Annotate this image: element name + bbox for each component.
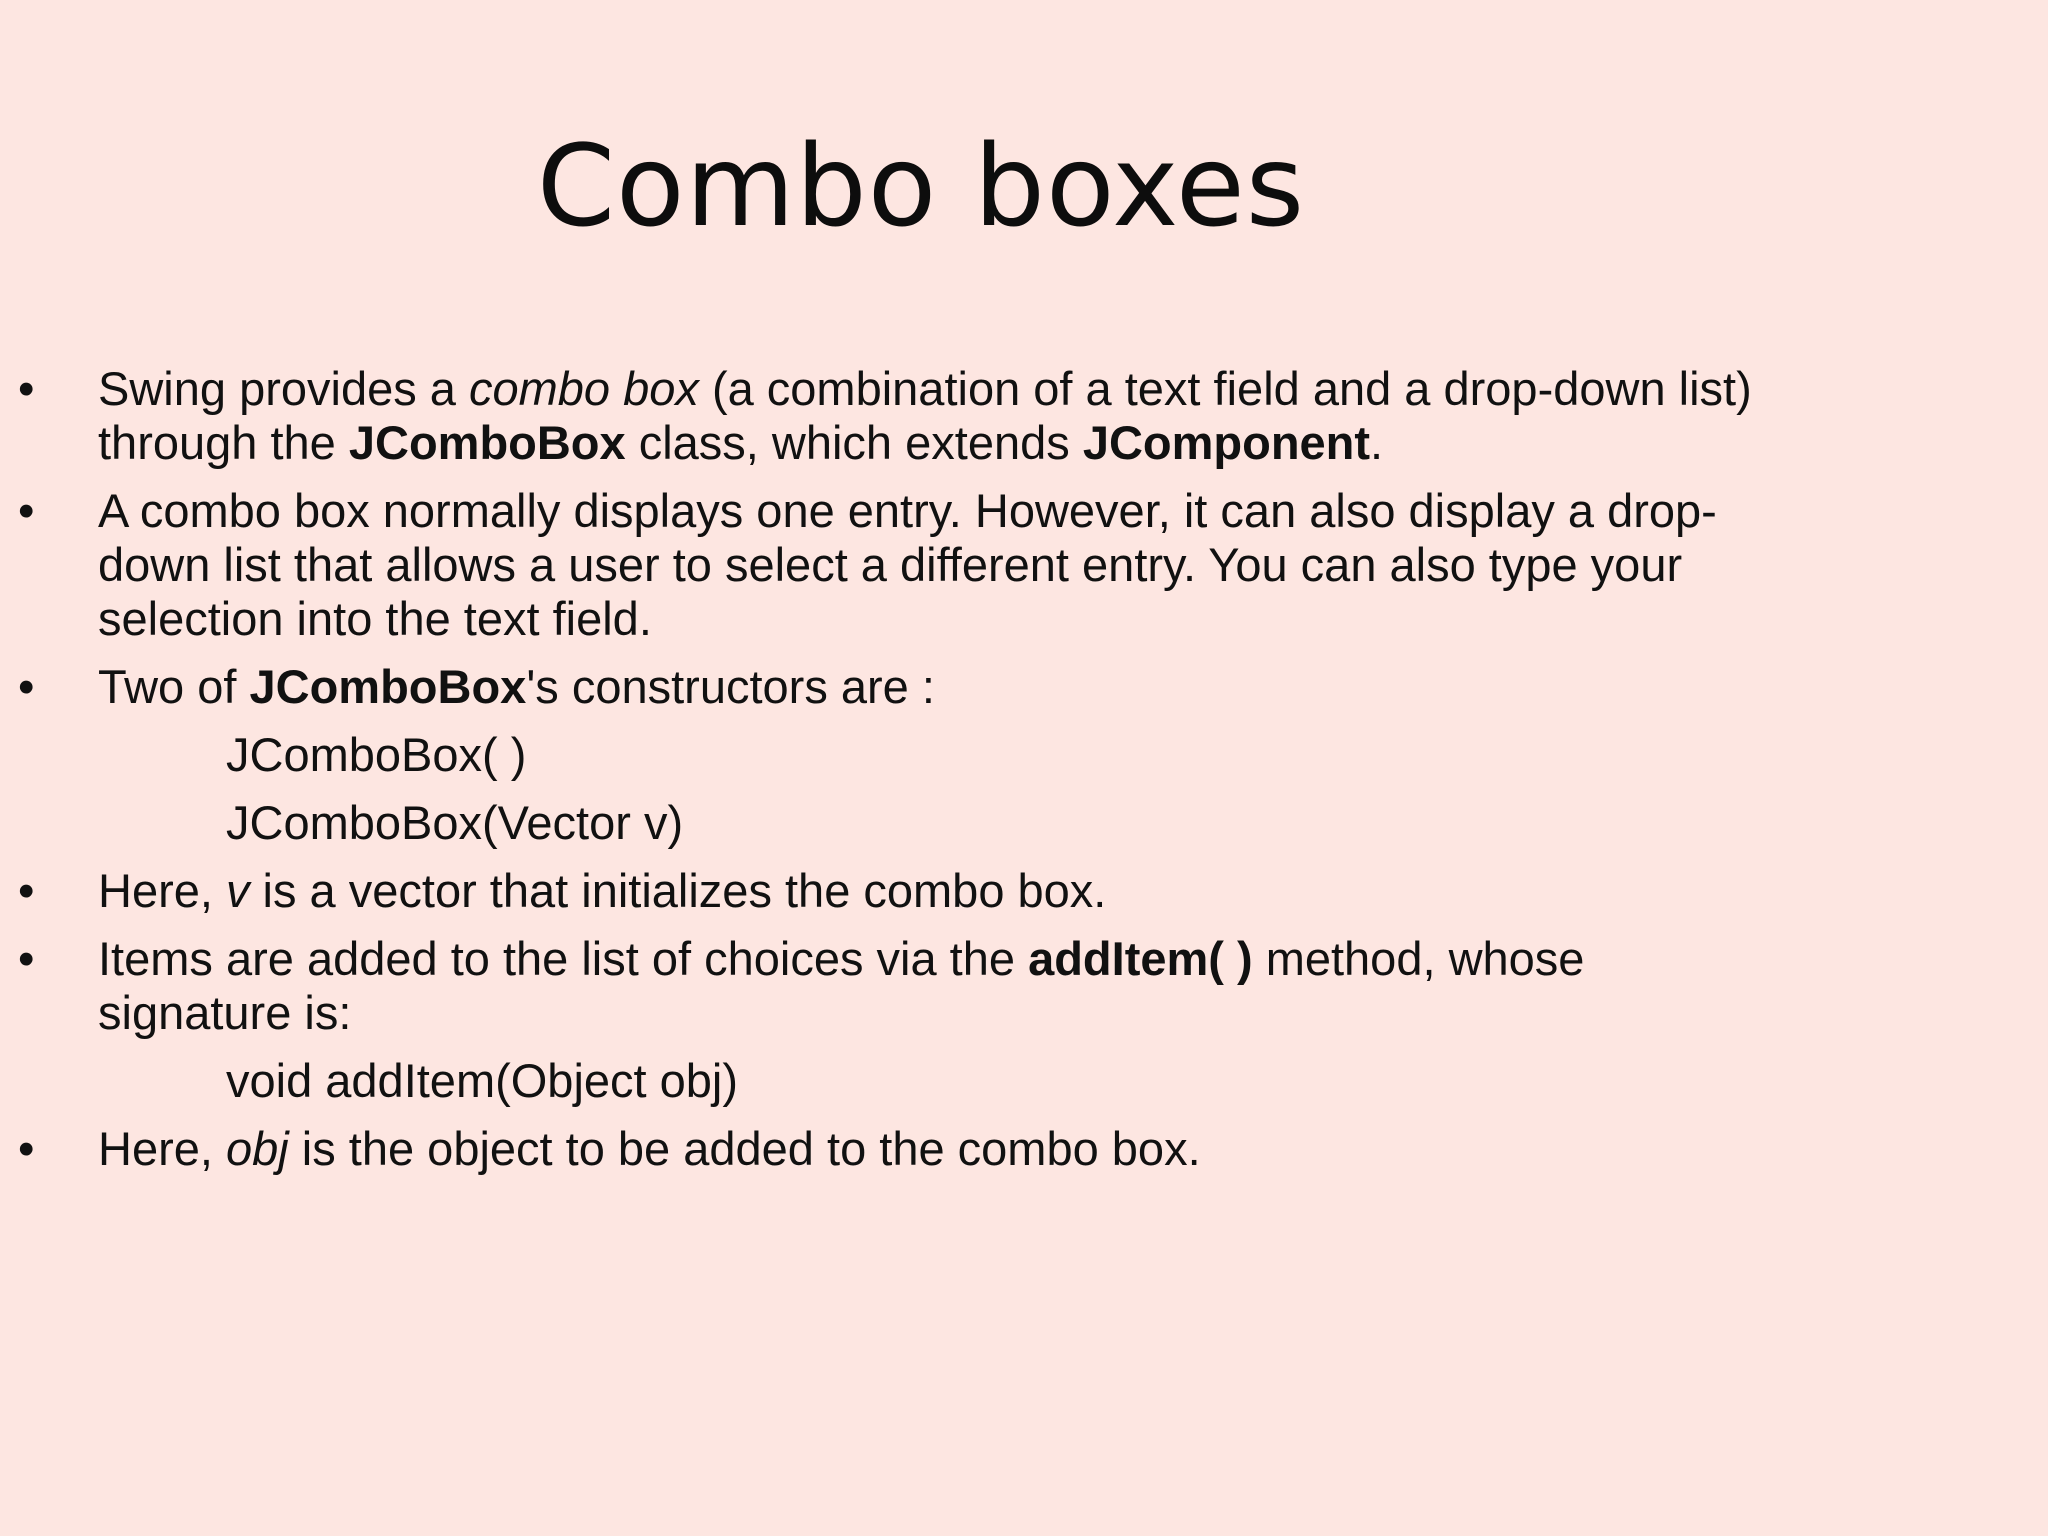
bullet-item	[0, 932, 2048, 1040]
bullet-item	[0, 1122, 2048, 1176]
text-run: 's constructors are :	[526, 660, 935, 713]
bullet-dot-icon: •	[18, 660, 35, 713]
bold-class-name: JComboBox	[249, 660, 527, 713]
bullet-dot-icon: •	[18, 1122, 35, 1175]
text-run: Swing provides a	[98, 362, 469, 415]
bullet-item	[0, 864, 2048, 918]
bullet-text	[98, 864, 1106, 917]
text-run: Two of	[98, 660, 250, 713]
bullet-dot-icon: •	[18, 484, 35, 537]
bold-class-name: JComponent	[1082, 416, 1371, 469]
text-run: method, whose signature is:	[98, 932, 1585, 1039]
bullet-item	[0, 484, 2048, 646]
text-run: Here,	[98, 864, 226, 917]
bullet-text	[98, 932, 1584, 1039]
bullet-dot-icon: •	[18, 362, 35, 415]
bullet-text	[98, 660, 935, 713]
bullet-text	[98, 362, 1752, 469]
bold-class-name: JComboBox	[348, 416, 626, 469]
text-run: (a combination of a text field and a drop-down list) through the	[98, 362, 1752, 469]
italic-term: obj	[226, 1122, 289, 1175]
bullet-dot-icon: •	[18, 932, 35, 985]
code-line: void addItem(Object obj)	[226, 1054, 739, 1107]
bullet-item	[0, 362, 2048, 470]
slide-body	[0, 362, 2048, 1190]
code-line: JComboBox( )	[226, 728, 527, 781]
bullet-text	[98, 1122, 1201, 1175]
text-run: is a vector that initializes the combo box.	[249, 864, 1107, 917]
italic-term: combo box	[468, 362, 699, 415]
text-run: class, which extends	[625, 416, 1083, 469]
text-run: is the object to be added to the combo box.	[288, 1122, 1201, 1175]
text-run: Here,	[98, 1122, 226, 1175]
text-run: Items are added to the list of choices via the	[98, 932, 1029, 985]
text-run: .	[1370, 416, 1384, 469]
bullet-text: A combo box normally displays one entry. However, it can also display a drop-down list that allows a user to select a different entry. You can also type your selection into the text field.	[98, 484, 1717, 645]
bullet-item	[0, 660, 2048, 714]
code-line: JComboBox(Vector v)	[226, 796, 684, 849]
slide-title: Combo boxes	[536, 122, 1306, 252]
bullet-dot-icon: •	[18, 864, 35, 917]
bold-method-name: addItem( )	[1028, 932, 1253, 985]
italic-term: v	[226, 864, 250, 917]
